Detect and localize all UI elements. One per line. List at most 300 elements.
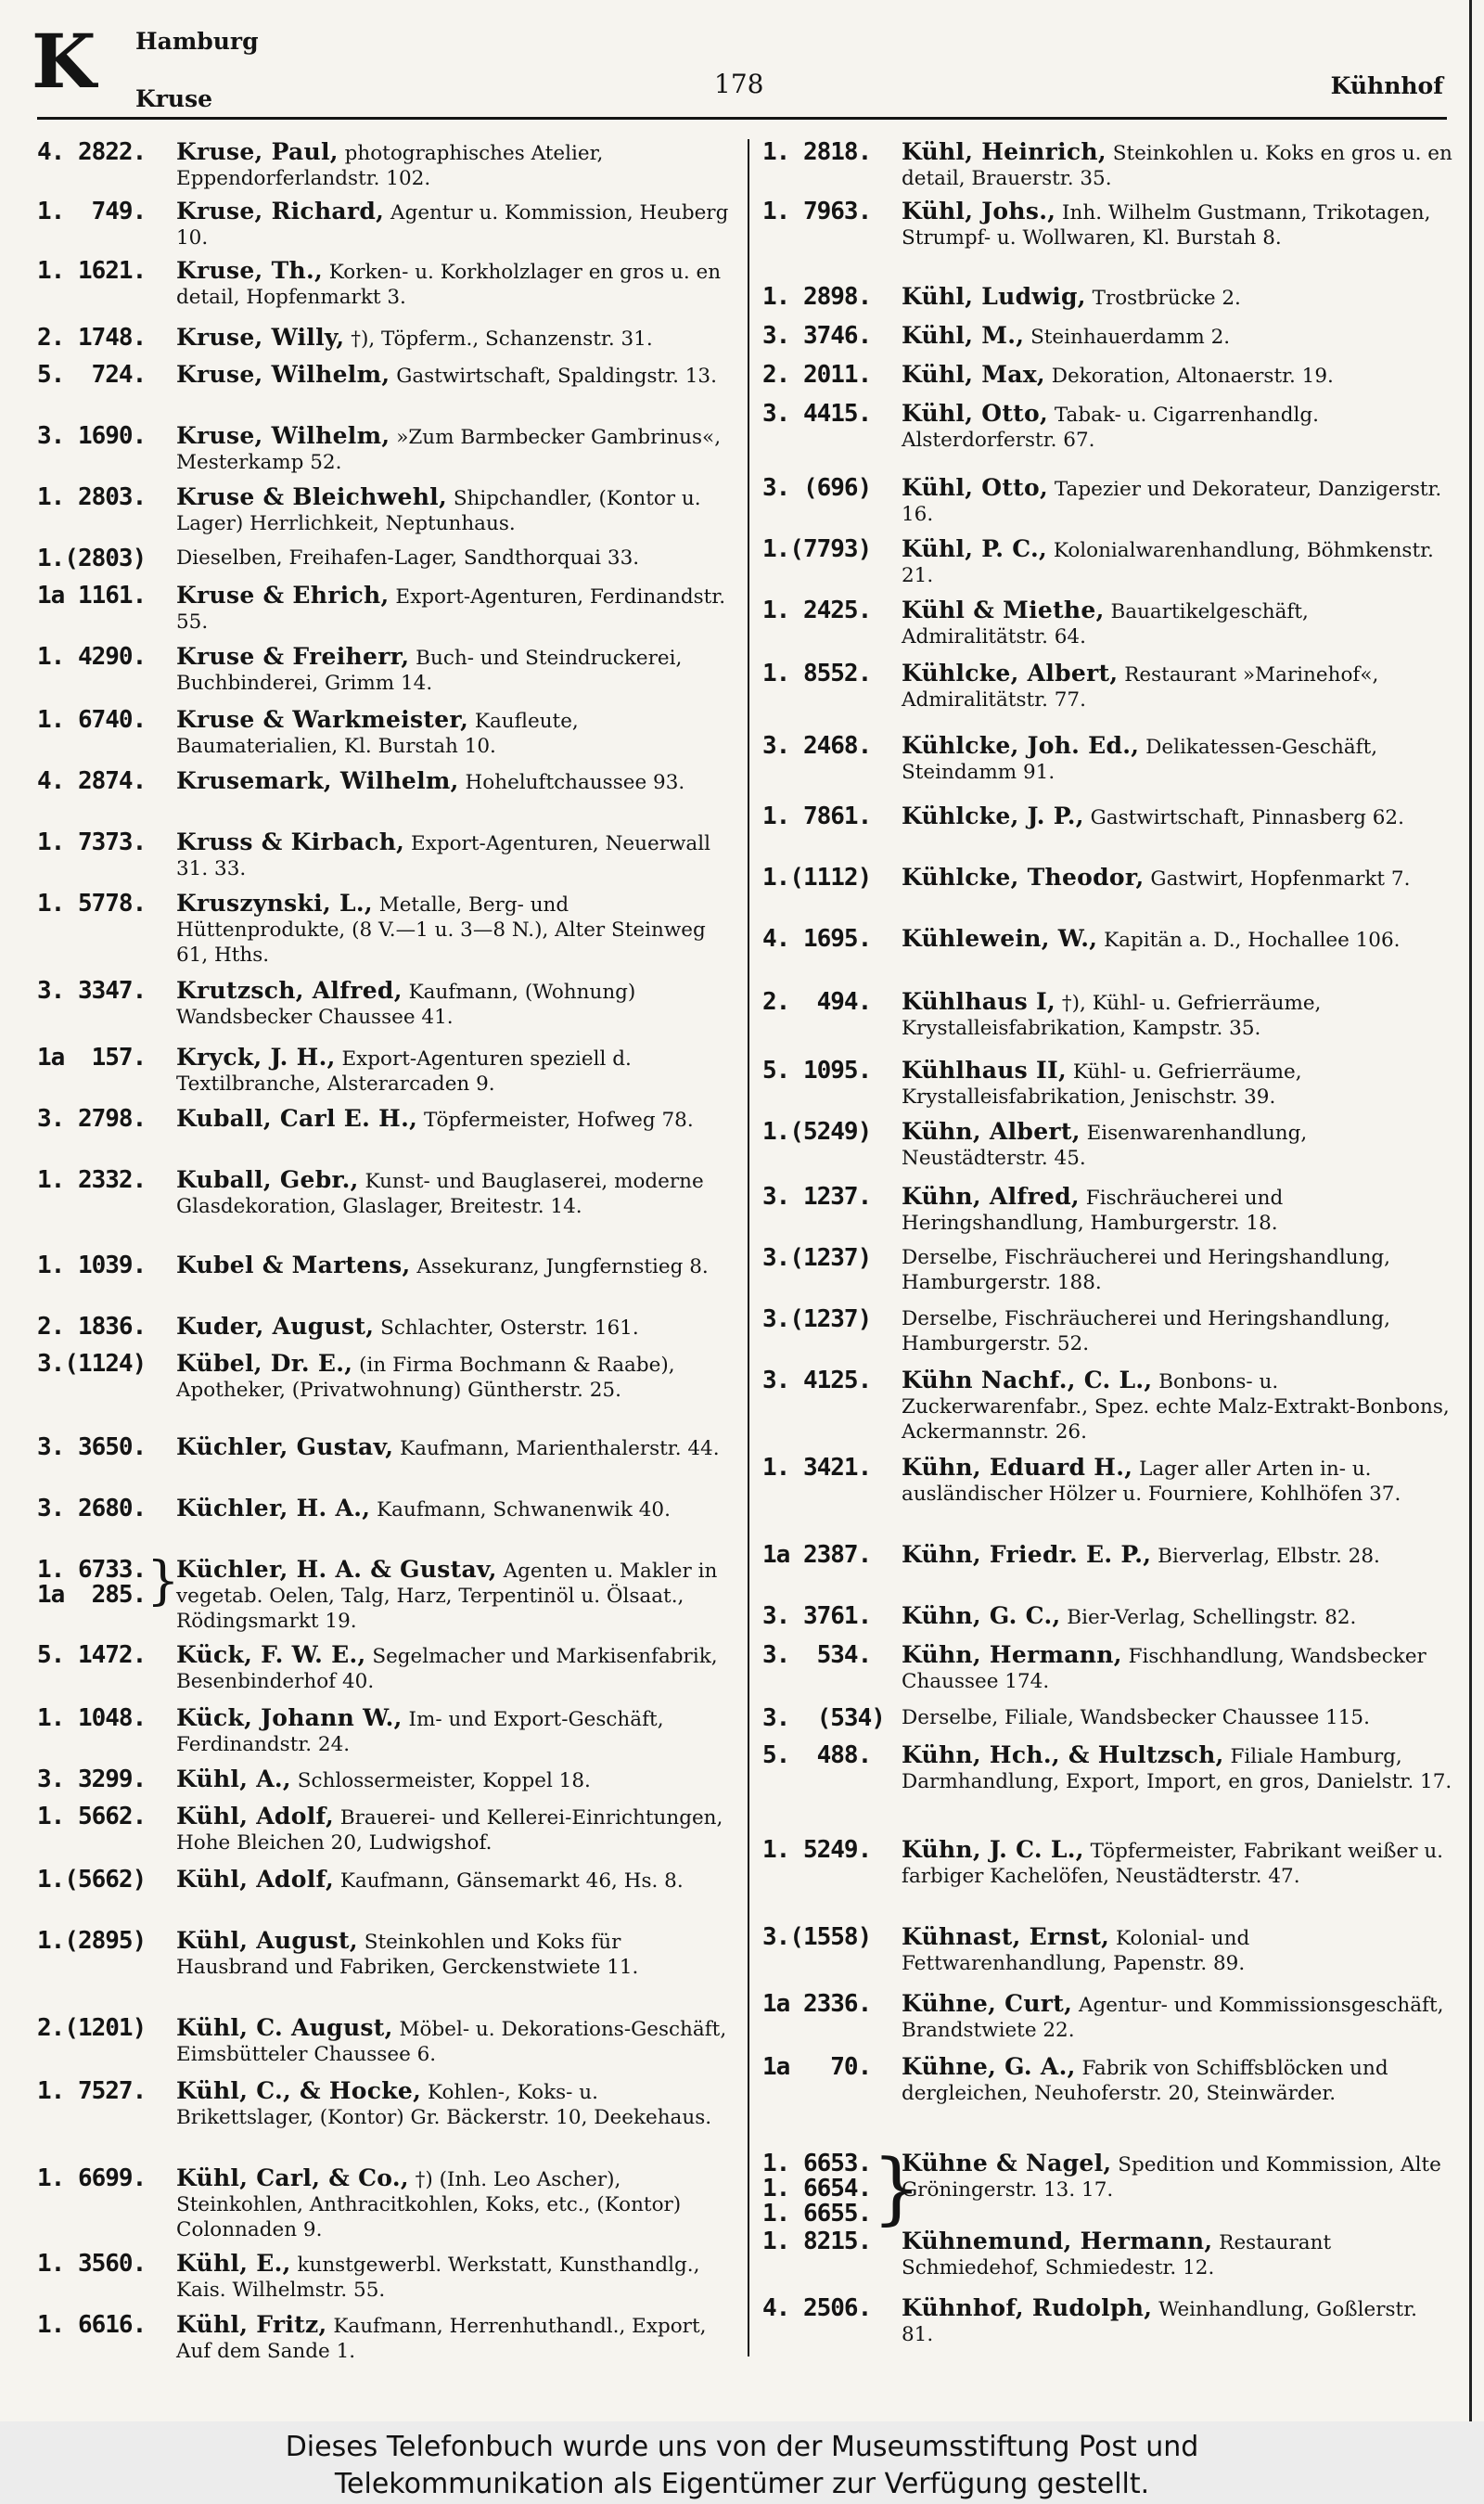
entry-details: Eisenwarenhandlung, Neustädterstr. 45. (902, 1122, 1308, 1170)
entry-text (176, 978, 737, 1030)
phone-number: 3. 4415. (762, 400, 872, 428)
entry-details: Agentur- und Kommissionsgeschäft, Brandstwiete 22. (902, 1994, 1444, 2042)
entry-name: Kübel, Dr. E., (176, 1350, 353, 1377)
directory-entry (762, 536, 1453, 588)
entry-details: Kolonialwarenhandlung, Böhmkenstr. 21. (902, 539, 1434, 587)
phone-number: 1. 6740. (37, 706, 147, 734)
phone-number: 1. 2898. (762, 283, 872, 311)
entry-text (902, 989, 1453, 1041)
entry-details: Kaufmann, (Wohnung) Wandsbecker Chaussee 41. (176, 981, 636, 1029)
entry-name: Kruse, Th., (176, 257, 323, 284)
entry-details: Metalle, Berg- und Hüttenprodukte, (8 V.—1 u. 3—8 N.), Alter Steinweg 61, Hths. (176, 893, 706, 967)
entry-details: Weinhandlung, Goßlerstr. 81. (902, 2298, 1417, 2346)
directory-entry (37, 1766, 737, 1793)
entry-text (176, 1252, 737, 1279)
entry-details: Dieselben, Freihafen-Lager, Sandthorquai 33. (176, 546, 640, 570)
entry-text (176, 1045, 737, 1097)
entry-text (176, 829, 737, 881)
phone-number: 3.(1237) (762, 1305, 872, 1333)
entry-text (902, 475, 1453, 527)
phone-number: 2. 1836. (37, 1313, 147, 1341)
entry-details: †) (Inh. Leo Ascher), Steinkohlen, Anthracitkohlen, Koks, etc., (Kontor) Colonnaden 9. (176, 2168, 682, 2241)
phone-number: 1. 7373. (37, 828, 147, 856)
phone-number: 1.(1112) (762, 864, 872, 892)
phone-number: 1. 749. (37, 198, 147, 225)
directory-entry (762, 323, 1453, 350)
phone-number: 3.(1237) (762, 1244, 872, 1272)
directory-entry (37, 644, 737, 696)
phone-number: 5. 724. (37, 361, 147, 389)
entry-name: Kück, F. W. E., (176, 1641, 366, 1668)
phone-number: 5. 1472. (37, 1641, 147, 1669)
entry-name: Kühl, Ludwig, (902, 283, 1086, 310)
directory-entry (762, 199, 1453, 250)
entry-text (176, 325, 737, 352)
entry-text (902, 199, 1453, 250)
entry-text (176, 2312, 737, 2364)
directory-entry (762, 926, 1453, 953)
entry-text (176, 362, 737, 389)
entry-name: Kühl, Adolf, (176, 1803, 334, 1830)
entry-details: Spedition und Kommission, Alte Gröningerstr. 13. 17. (902, 2153, 1441, 2202)
phone-number: 3. 1690. (37, 422, 147, 450)
entry-details: Bauartikelgeschäft, Admiralitätstr. 64. (902, 600, 1309, 648)
phone-number: 1. 2818. (762, 138, 872, 166)
entry-text (902, 865, 1453, 892)
entry-name: Krusemark, Wilhelm, (176, 767, 459, 794)
entry-text (176, 1314, 737, 1341)
entry-name: Kühne, Curt, (902, 1990, 1073, 2017)
entry-name: Kühlcke, Albert, (902, 660, 1119, 687)
entry-text (902, 1368, 1453, 1445)
entry-details: Restaurant »Marinehof«, Admiralitätstr. 77. (902, 663, 1379, 712)
phone-number: 1. 4290. (37, 643, 147, 671)
directory-entry (762, 1991, 1453, 2043)
entry-name: Kuball, Gebr., (176, 1166, 359, 1193)
directory-entry (762, 1455, 1453, 1507)
directory-entry (37, 1314, 737, 1341)
directory-entry (762, 2054, 1453, 2106)
phone-number: 1. 5662. (37, 1803, 147, 1830)
entry-name: Kühlhaus II, (902, 1057, 1068, 1084)
entry-name: Kryck, J. H., (176, 1044, 336, 1071)
entry-name: Küchler, H. A., (176, 1495, 371, 1522)
entry-details: Kühl- u. Gefrierräume, Krystalleisfabrikation, Jenischstr. 39. (902, 1060, 1302, 1109)
phone-number: 1a 70. (762, 2053, 872, 2081)
phone-number: 1. 2332. (37, 1166, 147, 1194)
entry-text (176, 1496, 737, 1522)
directory-entry (762, 284, 1453, 311)
entry-details: Korken- u. Korkholzlager en gros u. en detail, Hopfenmarkt 3. (176, 261, 722, 309)
entry-name: Kühnast, Ernst, (902, 1923, 1110, 1950)
entry-details: kunstgewerbl. Werkstatt, Kunsthandlg., Kais. Wilhelmstr. 55. (176, 2254, 700, 2302)
entry-details: Shipchandler, (Kontor u. Lager) Herrlichkeit, Neptunhaus. (176, 487, 701, 535)
directory-entry (37, 978, 737, 1030)
directory-entry (37, 2078, 737, 2130)
directory-entry (37, 1705, 737, 1757)
phone-number: 3. 3761. (762, 1602, 872, 1630)
phone-number: 1. 5249. (762, 1836, 872, 1864)
footer-line-2: Telekommunikation als Eigentümer zur Verfügung gestellt. (334, 2468, 1150, 2500)
entry-text (176, 1804, 737, 1856)
entry-text (902, 2151, 1453, 2202)
entry-name: Kühne, G. A., (902, 2053, 1076, 2080)
directory-entry (37, 2165, 737, 2242)
entry-text (176, 484, 737, 536)
entry-name: Kühne & Nagel, (902, 2150, 1112, 2177)
phone-number: 4. 1695. (762, 925, 872, 953)
phone-number: 1.(2895) (37, 1927, 147, 1955)
phone-number: 1. 7861. (762, 803, 872, 830)
directory-entry (37, 768, 737, 795)
directory-entry (762, 1306, 1453, 1356)
header-first-entry: Kruse (135, 85, 213, 112)
entry-details: Dekoration, Altonaerstr. 19. (1051, 365, 1334, 388)
entry-text (902, 733, 1453, 785)
phone-number: 3. 3650. (37, 1433, 147, 1461)
entry-name: Kühnemund, Hermann, (902, 2228, 1213, 2254)
directory-entry (37, 829, 737, 881)
phone-number: 1. 7963. (762, 198, 872, 225)
entry-details: Töpfermeister, Fabrikant weißer u. farbiger Kachelöfen, Neustädterstr. 47. (902, 1840, 1443, 1888)
page-number: 178 (714, 69, 764, 99)
entry-name: Kruse & Bleichwehl, (176, 483, 447, 510)
phone-number: 5. 488. (762, 1741, 872, 1769)
entry-name: Kühn, Hermann, (902, 1641, 1122, 1668)
directory-entry (762, 865, 1453, 892)
directory-entry (37, 1434, 737, 1461)
entry-name: Kruse, Paul, (176, 138, 339, 165)
phone-number: 1. 3421. (762, 1454, 872, 1482)
phone-number: 3. 534. (762, 1641, 872, 1669)
entry-text (176, 1557, 737, 1634)
phone-number: 1a 157. (37, 1044, 147, 1072)
entry-details: Schlossermeister, Koppel 18. (297, 1769, 591, 1792)
entry-details: Kapitän a. D., Hochallee 106. (1104, 929, 1401, 952)
entry-text (176, 2015, 737, 2067)
entry-details: photographisches Atelier, Eppendorferlandstr. 102. (176, 142, 604, 190)
phone-number: 3. 2680. (37, 1495, 147, 1522)
directory-entry (762, 1603, 1453, 1630)
entry-details: Steinkohlen u. Koks en gros u. en detail, Brauerstr. 35. (902, 142, 1452, 190)
entry-name: Kruse, Wilhelm, (176, 361, 390, 388)
entry-details: Möbel- u. Dekorations-Geschäft, Eimsbütteler Chaussee 6. (176, 2018, 727, 2066)
phone-number: 3. 4125. (762, 1367, 872, 1394)
directory-entry (37, 707, 737, 759)
entry-name: Kruszynski, L., (176, 890, 373, 917)
entry-details: Restaurant Schmiedehof, Schmiedestr. 12. (902, 2231, 1332, 2279)
entry-name: Kühl, A., (176, 1766, 291, 1792)
phone-number: 1. 8215. (762, 2228, 872, 2255)
directory-entry (762, 2228, 1453, 2280)
entry-text (902, 1058, 1453, 1110)
entry-name: Kühl, Otto, (902, 400, 1048, 427)
entry-name: Kühl, M., (902, 322, 1025, 349)
phone-number: 1.(5662) (37, 1866, 147, 1894)
entry-text (902, 1924, 1453, 1976)
phone-number: 1. 8552. (762, 660, 872, 687)
entry-name: Kühnhof, Rudolph, (902, 2294, 1153, 2321)
header-rule (37, 117, 1447, 120)
directory-entry (762, 1742, 1453, 1794)
entry-text (176, 546, 737, 571)
phone-number: 1. 1039. (37, 1252, 147, 1279)
entry-name: Kruse & Warkmeister, (176, 706, 469, 733)
phone-number: 3. 3347. (37, 977, 147, 1005)
directory-entry (37, 1551, 737, 1634)
directory-entry (762, 803, 1453, 830)
entry-name: Kühl, Johs., (902, 198, 1056, 225)
phone-number: 1. 5778. (37, 890, 147, 918)
directory-entry (37, 1167, 737, 1219)
entry-name: Kühlewein, W., (902, 925, 1098, 952)
directory-entry (37, 2312, 737, 2364)
phone-number: 4. 2822. (37, 138, 147, 166)
brace: } (872, 2142, 922, 2233)
directory-entry (37, 1351, 737, 1403)
phone-number: 3. 2798. (37, 1105, 147, 1133)
entry-name: Kubel & Martens, (176, 1252, 411, 1278)
phone-number: 1. 1621. (37, 257, 147, 285)
directory-entry (762, 733, 1453, 785)
directory-entry (37, 2015, 737, 2067)
entry-details: Export-Agenturen, Ferdinandstr. 55. (176, 585, 726, 634)
entry-details: †), Kühl- u. Gefrierräume, Krystalleisfabrikation, Kampstr. 35. (902, 992, 1322, 1040)
phone-number: 1. 2425. (762, 597, 872, 624)
entry-text (176, 423, 737, 475)
entry-text (176, 139, 737, 191)
directory-entry (762, 661, 1453, 713)
entry-name: Kruse & Freiherr, (176, 643, 410, 670)
entry-name: Kühl, Adolf, (176, 1866, 334, 1893)
page-edge (1469, 0, 1472, 2421)
entry-text (902, 1837, 1453, 1889)
directory-entry (762, 1837, 1453, 1889)
phone-number: 3. (534) (762, 1704, 885, 1732)
entry-text (902, 284, 1453, 311)
entry-details: Assekuranz, Jungfernstieg 8. (416, 1255, 709, 1278)
entry-text (902, 661, 1453, 713)
entry-name: Kühl, E., (176, 2250, 291, 2277)
entry-text (902, 2054, 1453, 2106)
phone-number: 1a 2387. (762, 1541, 872, 1569)
section-letter: K (32, 18, 95, 105)
phone-number: 2.(1201) (37, 2014, 147, 2042)
entry-text (176, 1434, 737, 1461)
entry-text (902, 1306, 1453, 1356)
entry-text (176, 644, 737, 696)
entry-name: Kühl, C. August, (176, 2014, 393, 2041)
entry-details: »Zum Barmbecker Gambrinus«, Mesterkamp 52. (176, 426, 722, 474)
phone-number: 5. 1095. (762, 1057, 872, 1085)
entry-text (902, 926, 1453, 953)
directory-entry (37, 2251, 737, 2303)
phone-number: 3. (696) (762, 474, 872, 502)
entry-details: Derselbe, Fischräucherei und Heringshandlung, Hamburgerstr. 188. (902, 1246, 1391, 1294)
header-city: Hamburg (135, 28, 259, 55)
entry-details: (in Firma Bochmann & Raabe), Apotheker, (Privatwohnung) Güntherstr. 25. (176, 1354, 675, 1402)
entry-text (902, 1742, 1453, 1794)
phone-number: 1. 1048. (37, 1704, 147, 1732)
entry-details: Inh. Wilhelm Gustmann, Trikotagen, Strumpf- u. Wollwaren, Kl. Burstah 8. (902, 201, 1431, 250)
entry-text (176, 707, 737, 759)
phone-number: 3. 2468. (762, 732, 872, 760)
entry-text (176, 2251, 737, 2303)
phone-number: 1. 6653. 1. 6654. 1. 6655. (762, 2150, 872, 2228)
directory-entry (762, 2295, 1453, 2347)
entry-text (902, 1991, 1453, 2043)
entry-name: Kühn, Hch., & Hultzsch, (902, 1741, 1224, 1768)
directory-entry (37, 423, 737, 475)
directory-entry (37, 1804, 737, 1856)
entry-details: Delikatessen-Geschäft, Steindamm 91. (902, 736, 1378, 784)
entry-text (176, 258, 737, 310)
phone-number: 2. 494. (762, 988, 872, 1016)
entry-details: Steinkohlen und Koks für Hausbrand und Fabriken, Gerckenstwiete 11. (176, 1931, 639, 1979)
entry-details: Kunst- und Bauglaserei, moderne Glasdekoration, Glaslager, Breitestr. 14. (176, 1170, 704, 1218)
directory-entry (762, 2142, 1453, 2233)
entry-text (902, 1642, 1453, 1694)
entry-name: Krutzsch, Alfred, (176, 977, 403, 1004)
entry-name: Kuder, August, (176, 1313, 375, 1340)
entry-name: Kühlcke, J. P., (902, 803, 1084, 829)
entry-name: Kühl, P. C., (902, 535, 1047, 562)
entry-details: Gastwirt, Hopfenmarkt 7. (1150, 867, 1411, 891)
entry-text (902, 597, 1453, 649)
directory-entry (37, 891, 737, 968)
directory-entry (762, 597, 1453, 649)
entry-text (176, 1705, 737, 1757)
entry-name: Kühl, C., & Hocke, (176, 2077, 422, 2104)
entry-text (902, 1455, 1453, 1507)
phone-number: 3.(1558) (762, 1923, 872, 1951)
entry-details: Tapezier und Dekorateur, Danzigerstr. 16. (902, 478, 1442, 526)
entry-name: Kühlcke, Theodor, (902, 864, 1145, 891)
entry-text (176, 891, 737, 968)
entry-text (902, 1603, 1453, 1630)
directory-entry (37, 1496, 737, 1522)
entry-details: Agenten u. Makler in vegetab. Oelen, Talg, Harz, Terpentinöl u. Ölsaat., Rödingsmarkt 19. (176, 1560, 718, 1633)
phone-number: 1. 6733. 1a 285. (37, 1556, 147, 1609)
entry-name: Kühl, Carl, & Co., (176, 2164, 409, 2191)
phone-number: 3. 3746. (762, 322, 872, 350)
phone-number: 1. 6699. (37, 2164, 147, 2192)
entry-details: Agentur u. Kommission, Heuberg 10. (176, 201, 729, 250)
entry-details: Töpfermeister, Hofweg 78. (423, 1109, 694, 1132)
entry-text (176, 2165, 737, 2242)
entry-details: Kaufmann, Schwanenwik 40. (377, 1498, 671, 1522)
entry-text (176, 1867, 737, 1894)
phone-number: 3. 3299. (37, 1766, 147, 1793)
header-last-entry: Kühnhof (1330, 72, 1443, 99)
entry-name: Küchler, H. A. & Gustav, (176, 1556, 497, 1583)
entry-text (902, 1245, 1453, 1295)
directory-entry (762, 1924, 1453, 1976)
phone-number: 1.(5249) (762, 1118, 872, 1146)
entry-name: Kühl, August, (176, 1927, 358, 1954)
entry-name: Kruse, Richard, (176, 198, 385, 225)
phone-number: 2. 2011. (762, 361, 872, 389)
directory-entry (37, 1252, 737, 1279)
directory-entry (762, 475, 1453, 527)
entry-text (902, 139, 1453, 191)
entry-details: Derselbe, Filiale, Wandsbecker Chaussee 115. (902, 1706, 1370, 1729)
entry-name: Kühl, Fritz, (176, 2311, 327, 2338)
entry-text (902, 1119, 1453, 1171)
entry-text (176, 1928, 737, 1980)
entry-details: Lager aller Arten in- u. ausländischer Hölzer u. Fourniere, Kohlhöfen 37. (902, 1457, 1401, 1506)
entry-name: Kruse, Willy, (176, 324, 345, 351)
entry-name: Kühl & Miethe, (902, 597, 1105, 623)
phone-number: 1.(2803) (37, 545, 147, 572)
entry-text (902, 1542, 1453, 1569)
entry-details: Im- und Export-Geschäft, Ferdinandstr. 24. (176, 1708, 664, 1756)
entry-name: Kühn, Albert, (902, 1118, 1081, 1145)
entry-details: Fabrik von Schiffsblöcken und dergleichen, Neuhoferstr. 20, Steinwärder. (902, 2057, 1388, 2105)
entry-details: Kolonial- und Fettwarenhandlung, Papenstr. 89. (902, 1927, 1250, 1975)
entry-text (902, 536, 1453, 588)
entry-details: Bierverlag, Elbstr. 28. (1158, 1545, 1380, 1568)
phone-number: 1. 6616. (37, 2311, 147, 2339)
entry-details: Gastwirtschaft, Spaldingstr. 13. (396, 365, 717, 388)
entry-details: Schlachter, Osterstr. 161. (380, 1316, 639, 1340)
directory-entry (37, 484, 737, 536)
entry-text (176, 199, 737, 250)
phone-number: 4. 2506. (762, 2294, 872, 2322)
phone-number: 1a 2336. (762, 1990, 872, 2018)
phone-number: 2. 1748. (37, 324, 147, 352)
entry-text (902, 2228, 1453, 2280)
phone-number: 1. 7527. (37, 2077, 147, 2105)
directory-entry (37, 546, 737, 571)
entry-details: Tabak- u. Cigarrenhandlg. Alsterdorferstr. 67. (902, 404, 1319, 452)
entry-name: Kühn, G. C., (902, 1602, 1061, 1629)
entry-details: Fischhandlung, Wandsbecker Chaussee 174. (902, 1645, 1426, 1693)
entry-name: Kühn, Eduard H., (902, 1454, 1133, 1481)
brace: } (147, 1551, 180, 1612)
entry-details: Fischräucherei und Heringshandlung, Hamburgerstr. 18. (902, 1187, 1284, 1235)
directory-entry (762, 1642, 1453, 1694)
entry-name: Kruse, Wilhelm, (176, 422, 390, 449)
phone-number: 3. 1237. (762, 1183, 872, 1211)
entry-details: Brauerei- und Kellerei-Einrichtungen, Hohe Bleichen 20, Ludwigshof. (176, 1806, 723, 1855)
directory-entry (762, 401, 1453, 453)
entry-text (902, 2295, 1453, 2347)
column-divider (748, 139, 749, 2356)
directory-entry (37, 583, 737, 635)
entry-details: Steinhauerdamm 2. (1030, 326, 1231, 349)
entry-text (902, 401, 1453, 453)
entry-details: Bier-Verlag, Schellingstr. 82. (1067, 1606, 1357, 1629)
entry-name: Kück, Johann W., (176, 1704, 403, 1731)
entry-text (902, 1184, 1453, 1236)
entry-name: Kühlcke, Joh. Ed., (902, 732, 1140, 759)
entry-details: Trostbrücke 2. (1092, 287, 1241, 310)
entry-details: Kaufmann, Gänsemarkt 46, Hs. 8. (339, 1869, 684, 1893)
entry-text (176, 2078, 737, 2130)
entry-details: Bonbons- u. Zuckerwarenfabr., Spez. echte Malz-Extrakt-Bonbons, Ackermannstr. 26. (902, 1370, 1450, 1444)
entry-name: Küchler, Gustav, (176, 1433, 394, 1460)
directory-entry (37, 1106, 737, 1133)
entry-details: Kaufmann, Marienthalerstr. 44. (400, 1437, 720, 1460)
entry-name: Kruse & Ehrich, (176, 582, 390, 609)
entry-details: Export-Agenturen speziell d. Textilbranche, Alsterarcaden 9. (176, 1047, 632, 1096)
phone-number: 3.(1124) (37, 1350, 147, 1378)
entry-name: Kuball, Carl E. H., (176, 1105, 418, 1132)
entry-text (902, 323, 1453, 350)
directory-entry (762, 1119, 1453, 1171)
phone-number: 1a 1161. (37, 582, 147, 610)
